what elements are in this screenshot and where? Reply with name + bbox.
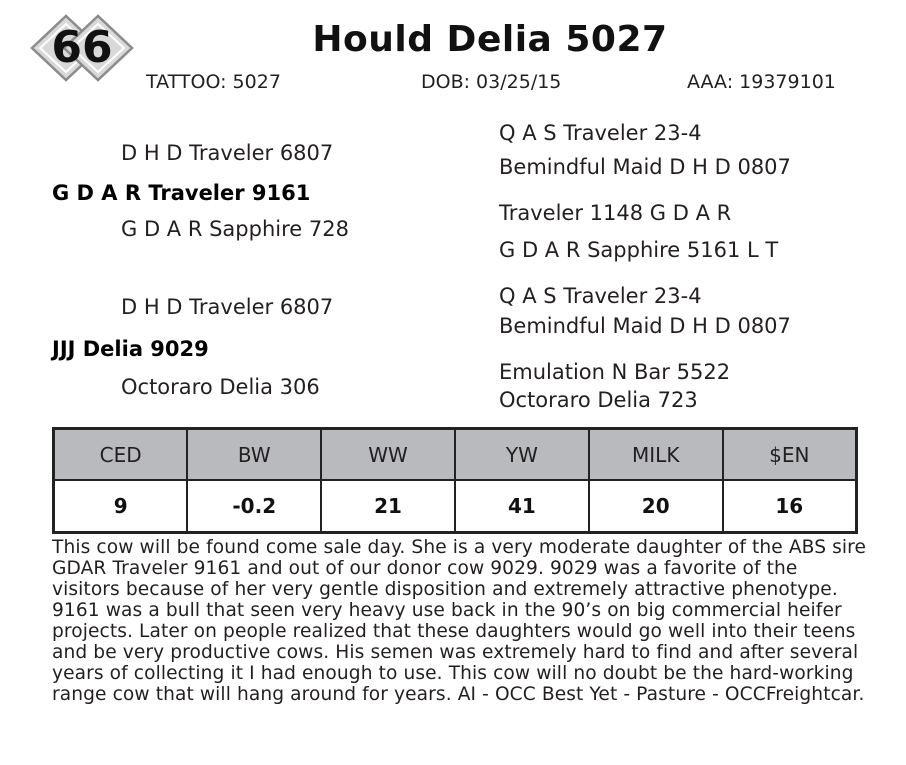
epd-header-bw: BW [187,429,321,481]
epd-value-ced: 9 [54,480,188,533]
pedigree-dam: JJJ Delia 9029 [52,337,209,361]
epd-header-milk: MILK [589,429,723,481]
tattoo: TATTOO: 5027 [146,71,281,93]
epd-header-row [54,429,857,481]
pedigree-sire-sire: D H D Traveler 6807 [121,141,334,165]
epd-value-yw: 41 [455,480,589,533]
pedigree-dam-sire-dam: Bemindful Maid D H D 0807 [499,314,791,338]
epd-header-en: $EN [723,429,857,481]
pedigree-sire-dam-sire: Traveler 1148 G D A R [499,201,732,225]
epd-value-ww: 21 [321,480,455,533]
lot-description: This cow will be found come sale day. She is a very moderate daughter of the ABS sire GDAR Traveler 9161 and out of our donor cow 9029. 9029 was a favorite of the visitors because of her very gentle disposition and extremely attractive phenotype. 9161 was a bull that seen very heavy use back in the 90’s on big commercial heifer projects. Later on people realized that these daughters would go well into their teens and be very productive cows. His semen was extremely hard to find and after several years of collecting it I had enough to use. This cow will no doubt be the hard-working range cow that will hang around for years. AI - OCC Best Yet - Pasture - OCCFreightcar. [52,537,867,705]
pedigree-sire-sire-dam: Bemindful Maid D H D 0807 [499,155,791,179]
epd-value-milk: 20 [589,480,723,533]
pedigree-dam-dam-sire: Emulation N Bar 5522 [499,360,731,384]
dob: DOB: 03/25/15 [421,71,562,93]
epd-header-yw: YW [455,429,589,481]
epd-value-row [54,480,857,533]
epd-value-en: 16 [723,480,857,533]
epd-table [52,427,858,534]
pedigree-sire-sire-sire: Q A S Traveler 23-4 [499,121,702,145]
pedigree-sire-dam-dam: G D A R Sapphire 5161 L T [499,238,779,262]
pedigree-sire: G D A R Traveler 9161 [52,181,311,205]
epd-value-bw: -0.2 [187,480,321,533]
pedigree-dam-dam-dam: Octoraro Delia 723 [499,388,698,412]
animal-name: Hould Delia 5027 [312,19,668,60]
aaa-registration: AAA: 19379101 [687,71,836,93]
epd-header-ww: WW [321,429,455,481]
pedigree-sire-dam: G D A R Sapphire 728 [121,217,349,241]
pedigree-dam-sire: D H D Traveler 6807 [121,295,334,319]
lot-number: 66 [51,22,113,73]
pedigree-dam-sire-sire: Q A S Traveler 23-4 [499,284,702,308]
pedigree-dam-dam: Octoraro Delia 306 [121,375,320,399]
epd-header-ced: CED [54,429,188,481]
